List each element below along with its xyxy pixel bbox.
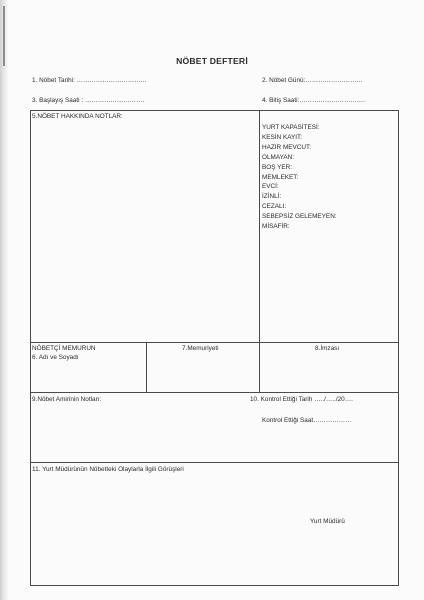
- kontrol-saat-label: Kontrol Ettiği Saat………………: [262, 417, 352, 424]
- divider-amir-bottom: [30, 462, 399, 463]
- notlar-label: 5.NÖBET HAKKINDA NOTLAR:: [32, 113, 123, 120]
- divider-notes-bottom: [30, 342, 399, 343]
- divider-kapasite: [259, 110, 260, 342]
- kapasite-item: SEBEPSİZ GELEMEYEN:: [262, 213, 337, 221]
- kapasite-item: MİSAFİR:: [262, 223, 290, 231]
- kapasite-item: MEMLEKET:: [262, 173, 299, 181]
- kapasite-item: BOŞ YER:: [262, 163, 293, 171]
- field-baslayis-saati: 3. Başlayış Saati : ……………………….: [32, 97, 145, 104]
- page-title: NÖBET DEFTERİ: [176, 56, 248, 66]
- scan-shadow-edge: [0, 0, 9, 600]
- kapasite-item: İZİNLİ:: [262, 193, 282, 201]
- divider-memuriyet: [146, 342, 147, 392]
- kapasite-item: EVCİ:: [262, 183, 279, 191]
- divider-memur-bottom: [30, 392, 399, 393]
- memuriyet-label: 7.Memuriyeti: [182, 345, 219, 352]
- field-bitis-saati: 4. Bitiş Saati:………………………….: [262, 97, 365, 104]
- kapasite-item: KESİN KAYIT:: [262, 133, 303, 141]
- kapasite-list: [262, 123, 337, 232]
- divider-imza: [259, 342, 260, 392]
- field-nobet-tarihi: 1. Nöbet Tarihi: ……………………………: [32, 77, 147, 84]
- kapasite-item: YURT KAPASİTESİ:: [262, 124, 320, 131]
- memur-adi-label: 6. Adı ve Soyadı: [32, 354, 79, 361]
- memur-label: NÖBETÇİ MEMURUN: [32, 345, 96, 352]
- mudur-gorus-label: 11. Yurt Müdürünün Nöbetteki Olaylarla İlgili Görüşleri: [32, 466, 184, 473]
- kapasite-item: OLMAYAN:: [262, 153, 295, 161]
- kontrol-tarih-label: 10. Kontrol Ettiği Tarih …../…../20….: [250, 396, 353, 403]
- field-nobet-gunu: 2. Nöbet Günü:………………………: [262, 77, 363, 84]
- kapasite-item: CEZALI:: [262, 203, 287, 211]
- kapasite-item: HAZIR MEVCUT:: [262, 143, 311, 151]
- mudur-imza-label: Yurt Müdürü: [310, 518, 345, 525]
- imza-label: 8.İmzası: [315, 345, 340, 352]
- amir-notlari-label: 9.Nöbet Amirinin Notları:: [32, 396, 102, 403]
